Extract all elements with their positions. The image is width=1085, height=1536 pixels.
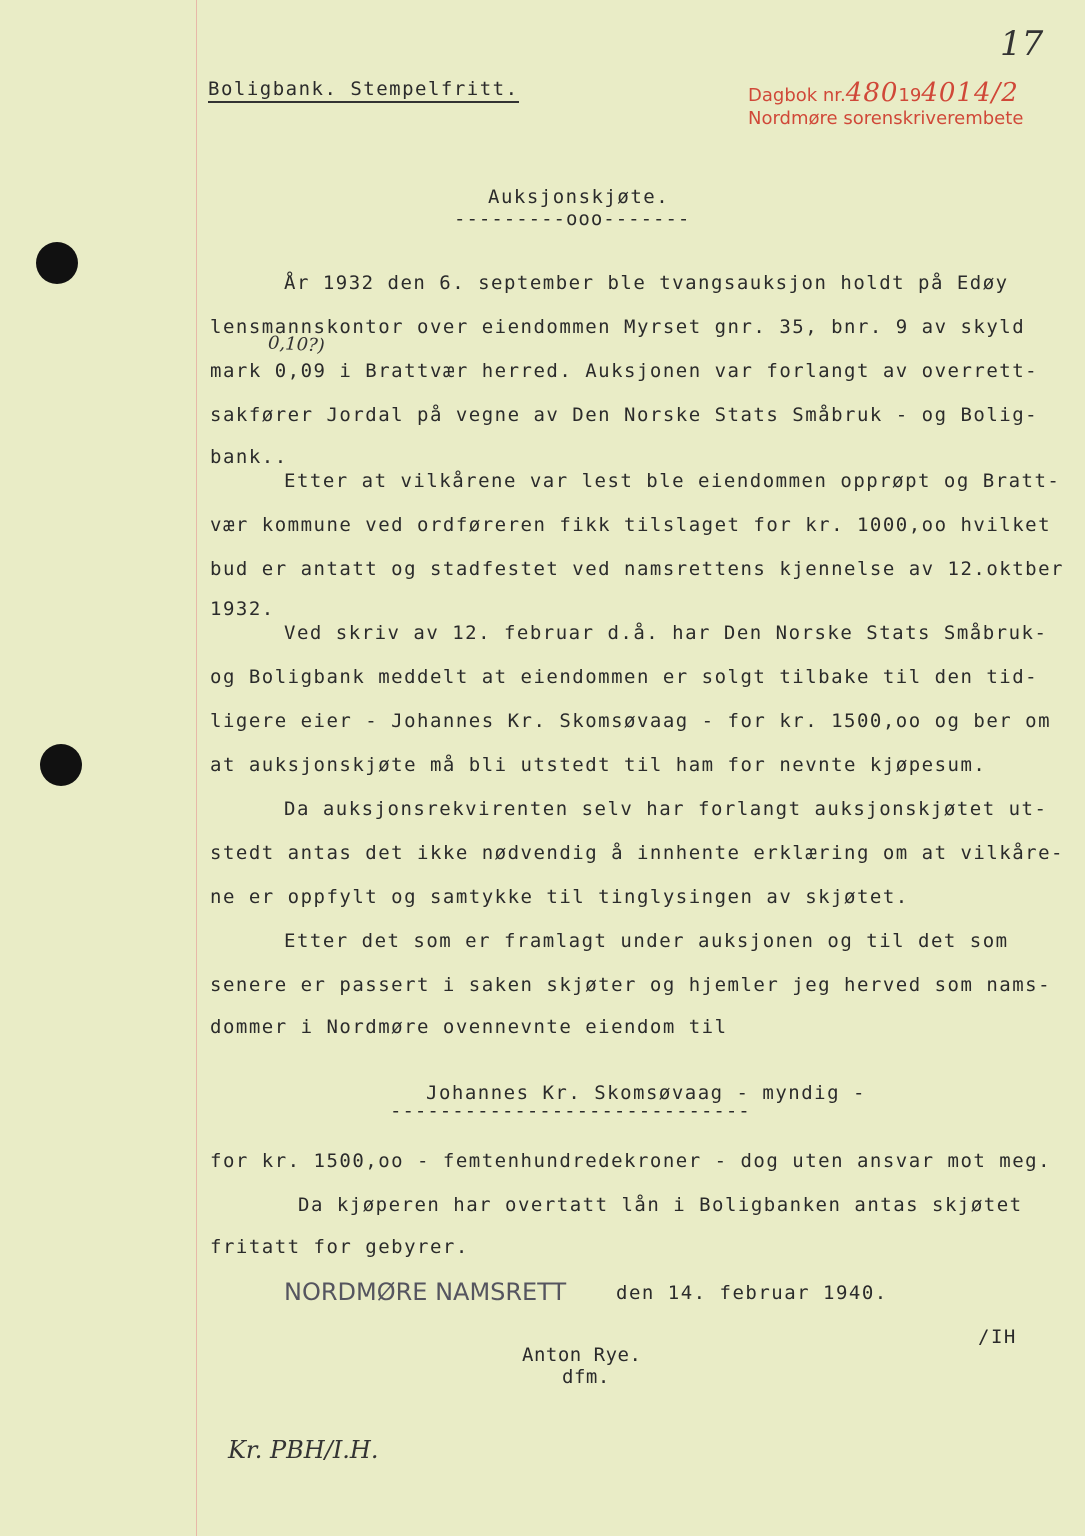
body-line-11: og Boligbank meddelt at eiendommen er solgt tilbake til den tid- <box>210 666 1039 688</box>
body-line-1: År 1932 den 6. september ble tvangsauksjon holdt på Edøy <box>284 272 1009 294</box>
body-line-18: senere er passert i saken skjøter og hjemler jeg herved som nams- <box>210 974 1052 996</box>
margin-note: 0,10?) <box>267 332 326 357</box>
initials-right: /IH <box>978 1326 1017 1348</box>
body-line-10: Ved skriv av 12. februar d.å. har Den Norske Stats Småbruk- <box>284 622 1048 644</box>
court-date: den 14. februar 1940. <box>616 1282 888 1304</box>
body-line-4: sakfører Jordal på vegne av Den Norske Stats Småbruk - og Bolig- <box>210 404 1039 426</box>
body-line-5: bank.. <box>210 446 288 468</box>
diary-stamp <box>748 78 1019 108</box>
body-line-6: Etter at vilkårene var lest ble eiendommen opprøpt og Bratt- <box>284 470 1061 492</box>
signature-title: dfm. <box>562 1366 610 1388</box>
diary-number: 480 <box>845 78 899 108</box>
page-number: 17 <box>1000 24 1044 64</box>
body-line-9: 1932. <box>210 598 275 620</box>
body-line-13: at auksjonskjøte må bli utstedt til ham for nevnte kjøpesum. <box>210 754 987 776</box>
document-title: Auksjonskjøte. <box>488 186 670 208</box>
margin-line <box>196 0 197 1536</box>
fee-line-2: fritatt for gebyrer. <box>210 1236 469 1258</box>
bottom-note: Kr. PBH/I.H. <box>228 1436 379 1464</box>
title-rule: ---------ooo------- <box>454 208 691 230</box>
court-stamp: NORDMØRE NAMSRETT <box>284 1278 567 1306</box>
diary-year: 40 <box>921 78 957 108</box>
body-line-16: ne er oppfylt og samtykke til tinglysingen av skjøtet. <box>210 886 909 908</box>
body-line-12: ligere eier - Johannes Kr. Skomsøvaag - for kr. 1500,oo og ber om <box>210 710 1052 732</box>
body-line-7: vær kommune ved ordføreren fikk tilslaget for kr. 1000,oo hvilket <box>210 514 1052 536</box>
body-line-17: Etter det som er framlagt under auksjonen og til det som <box>284 930 1009 952</box>
punch-hole-bottom <box>40 744 82 786</box>
body-line-2: lensmannskontor over eiendommen Myrset gnr. 35, bnr. 9 av skyld <box>210 316 1026 338</box>
signature-name: Anton Rye. <box>522 1344 642 1366</box>
buyer-rule: ----------------------------- <box>390 1100 751 1122</box>
diary-stamp-prefix: Dagbok nr. <box>748 85 846 106</box>
punch-hole-top <box>36 242 78 284</box>
body-line-8: bud er antatt og stadfestet ved namsrettens kjennelse av 12.oktber <box>210 558 1064 580</box>
diary-year-prefix: 19 <box>898 85 922 106</box>
diary-date: 14/2 <box>956 78 1019 108</box>
office-stamp: Nordmøre sorenskriverembete <box>748 108 1024 129</box>
body-line-19: dommer i Nordmøre ovennevnte eiendom til <box>210 1016 728 1038</box>
price-line: for kr. 1500,oo - femtenhundredekroner - dog uten ansvar mot meg. <box>210 1150 1052 1172</box>
fee-line-1: Da kjøperen har overtatt lån i Boligbanken antas skjøtet <box>298 1194 1023 1216</box>
body-line-3: mark 0,09 i Brattvær herred. Auksjonen var forlangt av overrett- <box>210 360 1039 382</box>
body-line-14: Da auksjonsrekvirenten selv har forlangt auksjonskjøtet ut- <box>284 798 1048 820</box>
body-line-15: stedt antas det ikke nødvendig å innhente erklæring om at vilkåre- <box>210 842 1064 864</box>
buyer-line: Johannes Kr. Skomsøvaag - myndig - <box>426 1082 866 1104</box>
header-left: Boligbank. Stempelfritt. <box>208 78 519 103</box>
